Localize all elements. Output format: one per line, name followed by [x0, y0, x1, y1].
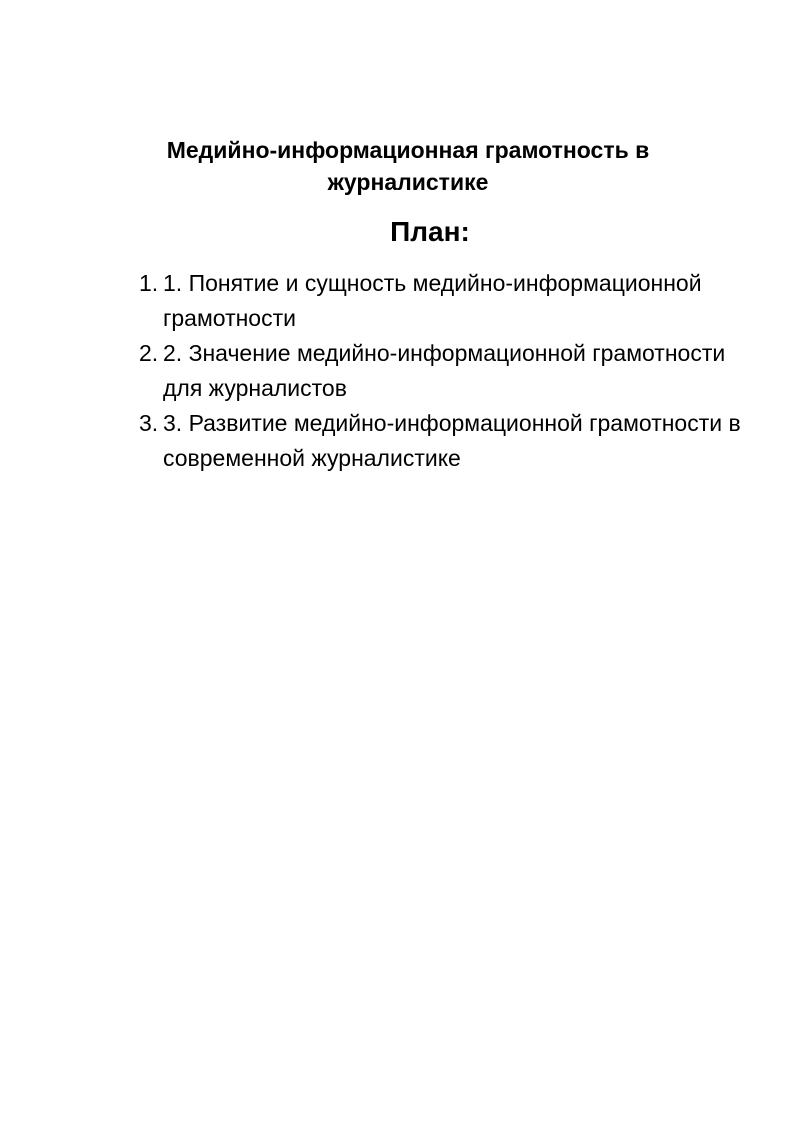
plan-item-number: 3.: [139, 410, 159, 436]
plan-item: [139, 266, 764, 336]
plan-list: [139, 266, 764, 476]
plan-item-number: 2.: [139, 340, 159, 366]
plan-item: [139, 336, 764, 406]
plan-item-text: 3. Развитие медийно-информационной грамотности в современной журналистике: [163, 410, 741, 471]
document-title: Медийно-информационная грамотность в журналистике: [166, 137, 650, 195]
plan-item-text: 2. Значение медийно-информационной грамотности для журналистов: [163, 340, 726, 401]
plan-item: [139, 406, 764, 476]
plan-item-number: 1.: [139, 270, 159, 296]
plan-item-text: 1. Понятие и сущность медийно-информационной грамотности: [163, 270, 702, 331]
plan-heading: План:: [390, 216, 470, 247]
